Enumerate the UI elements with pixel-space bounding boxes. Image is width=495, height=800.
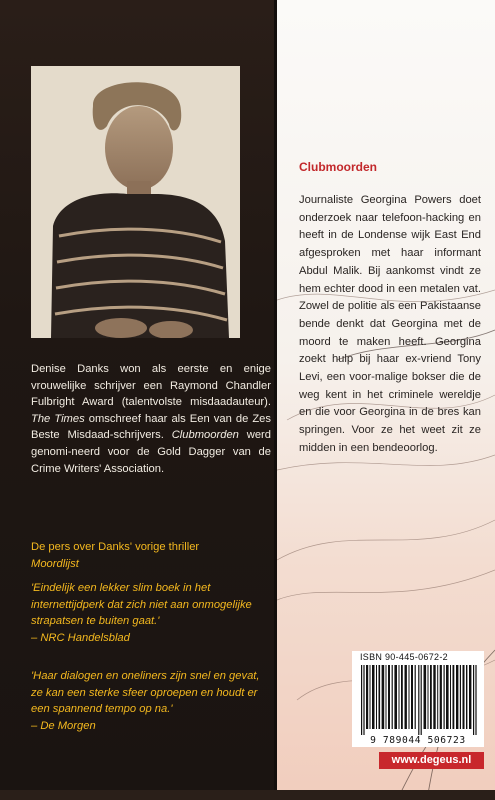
- previous-book-title: Moordlijst: [31, 557, 79, 570]
- publisher-website[interactable]: www.degeus.nl: [379, 752, 484, 769]
- barcode-bars: [361, 665, 479, 735]
- isbn-text: ISBN 90-445-0672-2: [360, 652, 448, 662]
- quote-text: 'Haar dialogen en oneliners zijn snel en gevat, ze kan een sterke sfeer oproepen en houdt er een spannend tempo op na.': [31, 670, 260, 716]
- quote-source: – De Morgen: [31, 719, 96, 732]
- barcode-number: 9 789044 506723: [370, 735, 466, 746]
- bottom-edge: [0, 790, 495, 800]
- bio-text-1: Denise Danks won als eerste en enige vrouwelijke schrijver een Raymond Chandler Fulbright Award (talentvolste misdaadauteur).: [31, 363, 271, 409]
- press-heading: [31, 539, 271, 572]
- bio-book-title: Clubmoorden: [171, 429, 239, 442]
- press-quote-2: [31, 668, 271, 734]
- bio-text-3: werd genomi-neerd voor de Gold Dagger van de Crime Writers' Association.: [31, 429, 272, 475]
- quote-source: – NRC Handelsblad: [31, 631, 130, 644]
- bio-text-2: omschreef haar als Een van de Zes Beste Misdaad-schrijvers.: [31, 412, 271, 442]
- quote-text: 'Eindelijk een lekker slim boek in het internettijdperk dat zich niet aan onmogelijke strapatsen te buiten gaat.': [31, 582, 252, 628]
- press-heading-text: De pers over Danks' vorige thriller: [31, 541, 200, 553]
- bio-times: The Times: [31, 412, 85, 425]
- author-bio: [31, 361, 271, 477]
- book-title: Clubmoorden: [299, 160, 377, 174]
- author-portrait-image: [31, 66, 240, 338]
- author-photo: [31, 66, 240, 338]
- press-quote-1: [31, 580, 271, 646]
- synopsis: Journaliste Georgina Powers doet onderzoek naar telefoon-hacking en heeft in de Londense wijk East End afgesproken met haar informant Abdul Malik. Bij aankomst vindt ze hem echter dood in een metalen vat. Zowel de politie als een Pakistaanse bende denkt dat Georgina met de moord te maken heeft. Georgina zoekt hulp bij haar ex-vriend Tony Levi, een voor-malige bokser die de weg kent in het criminele wereldje en die voor Georgina in de bres kan springen. Voor ze het weet zit ze midden in een bendeoorlog.: [299, 194, 481, 454]
